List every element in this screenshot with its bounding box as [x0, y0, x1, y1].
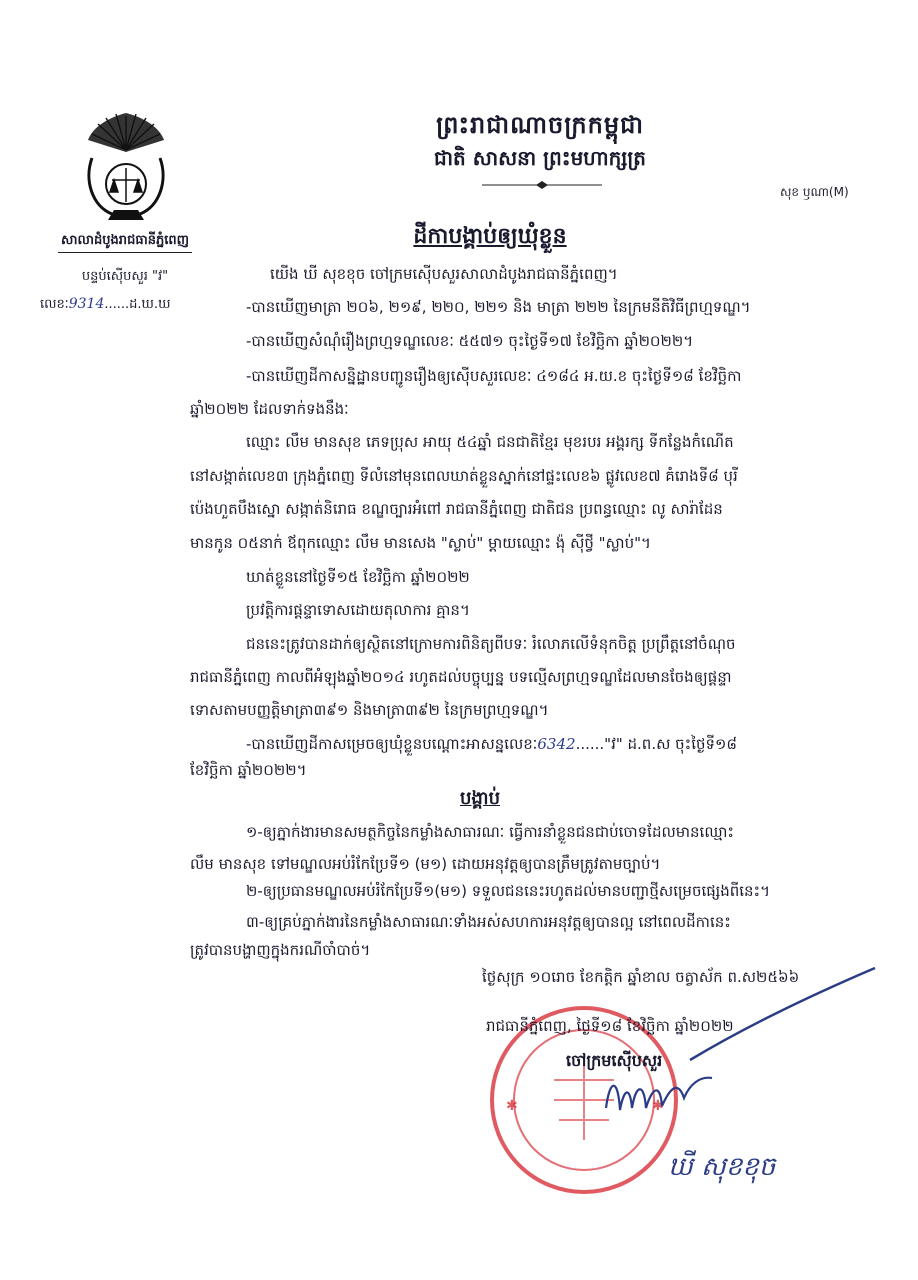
- national-motto: ជាតិ សាសនា ព្រះមហាក្សត្រ: [434, 146, 646, 170]
- body-line: ខែវិច្ឆិកា ឆ្នាំ២០២២។: [190, 761, 307, 779]
- detention-ref-label: -បានឃើញដីកាសម្រេចឲ្យឃុំខ្លួនបណ្តោះអាសន្នលេខៈ: [246, 735, 538, 753]
- form-code: សុខ ឫណា(M): [780, 185, 849, 199]
- order-line: លឹម មានសុខ ទៅមណ្ឌលអប់រំកែប្រែទី១ (ម១) ដោយអនុវត្តឲ្យបានត្រឹមត្រូវតាមច្បាប់។: [190, 855, 661, 873]
- body-line: -បានឃើញដីកាសន្និដ្ឋានបញ្ជូនរឿងឲ្យស៊ើបសួរលេខៈ ៤១៨៤ អ.យ.ខ ចុះថ្ងៃទី១៨ ខែវិច្ឆិកា: [246, 367, 742, 385]
- body-line: រាជធានីភ្នំពេញ កាលពីអំឡុងឆ្នាំ២០១៤ រហូតដល់បច្ចុប្បន្ន បទល្មើសព្រហ្មទណ្ឌដែលមានចែងឲ្យផ្តន្ទា: [190, 668, 732, 686]
- body-line: ទោសតាមបញ្ញត្តិមាត្រា៣៩១ និងមាត្រា៣៩២ នៃក្រមព្រហ្មទណ្ឌ។: [190, 701, 549, 719]
- court-reference: [40, 296, 220, 315]
- signer-name: ឃី សុខខុច: [668, 1152, 776, 1182]
- body-line: ប្រវត្តិការផ្តន្ទាទោសដោយតុលាការ គ្មាន។: [246, 601, 470, 619]
- body-line: មានកូន ០៥នាក់ ឪពុកឈ្មោះ លឹម មានសេង "ស្លាប់" ម្តាយឈ្មោះ ង៉ុ ស៊ីថ្វី "ស្លាប់"។: [190, 534, 651, 552]
- signature-stroke: [680, 960, 880, 1070]
- body-line: ឃាត់ខ្លួននៅថ្ងៃទី១៥ ខែវិច្ឆិកា ឆ្នាំ២០២២: [246, 568, 470, 586]
- body-line: ប៉េងហួតបឹងស្នោ សង្កាត់និរោធ ខណ្ឌច្បារអំពៅ រាជធានីភ្នំពេញ ជាតិជន ប្រពន្ធឈ្មោះ លូ សារ៉ាដែន: [190, 500, 723, 518]
- detention-ref-line: [246, 734, 737, 754]
- divider: [58, 252, 192, 253]
- signer-title: ចៅក្រមស៊ើបសួរ: [566, 1051, 663, 1070]
- court-office: បន្ទប់ស៊ើបសួរ "វ": [81, 269, 169, 284]
- body-line: -បានឃើញសំណុំរឿងព្រហ្មទណ្ឌលេខៈ ៥៥៧១ ចុះថ្ងៃទី១៧ ខែវិច្ឆិកា ឆ្នាំ២០២២។: [246, 332, 694, 350]
- body-line: -បានឃើញមាត្រា ២០៦, ២១៩, ២២០, ២២១ និង មាត្រា ២២២ នៃក្រមនីតិវិធីព្រហ្មទណ្ឌ។: [246, 298, 751, 316]
- ref-number: 9314: [68, 296, 105, 312]
- court-name: សាលាដំបូងរាជធានីភ្នំពេញ: [61, 233, 189, 248]
- svg-text:✱: ✱: [506, 1098, 518, 1114]
- order-line: ២-ឲ្យប្រធានមណ្ឌលអប់រំកែប្រែទី១(ម១) ទទួលជននេះរហូតដល់មានបញ្ជាថ្មីសម្រេចផ្សេងពីនេះ។: [246, 882, 771, 900]
- lunar-date: ថ្ងៃសុក្រ ១០រោច ខែកត្តិក ឆ្នាំខាល ចត្វាស័ក ព.ស២៥៦៦: [482, 968, 800, 986]
- body-line: ជននេះត្រូវបានដាក់ឲ្យស្ថិតនៅក្រោមការពិនិត្យពីបទៈ រំលោភលើទំនុកចិត្ត ប្រព្រឹត្តនៅចំណុច: [246, 635, 736, 653]
- kingdom-heading: ព្រះរាជាណាចក្រកម្ពុជា: [436, 111, 644, 139]
- body-line: ឈ្មោះ លឹម មានសុខ ភេទប្រុស អាយុ ៥៤ឆ្នាំ ជនជាតិខ្មែរ មុខរបរ អង្គរក្ស ទីកន្លែងកំណើត: [246, 433, 734, 451]
- svg-text:✱: ✱: [652, 1098, 664, 1114]
- body-line: យើង ឃី សុខខុច ចៅក្រមស៊ើបសួរសាលាដំបូងរាជធានីភ្នំពេញ។: [270, 265, 618, 283]
- detention-ref-suffix: ......"វ" ដ.ព.ស ចុះថ្ងៃទី១៨: [575, 735, 738, 753]
- document-title: ដីកាបង្គាប់ឲ្យឃុំខ្លួន: [413, 224, 567, 249]
- ref-suffix: ......ដ.ឃ.ឃ: [104, 297, 171, 312]
- court-emblem-icon: [78, 110, 174, 230]
- solar-date: រាជធានីភ្នំពេញ, ថ្ងៃទី១៨ ខែវិច្ឆិកា ឆ្នាំ២០២២: [486, 1017, 734, 1035]
- order-line: ១-ឲ្យភ្នាក់ងារមានសមត្ថកិច្ចនៃកម្លាំងសាធារណៈ ធ្វើការនាំខ្លួនជនជាប់ចោទដែលមានឈ្មោះ: [246, 823, 734, 841]
- order-line: ត្រូវបានបង្ហាញក្នុងករណីចាំបាច់។: [190, 941, 371, 959]
- detention-ref-number: 6342: [537, 735, 576, 753]
- ref-prefix: លេខៈ: [40, 297, 69, 312]
- handwritten-signature: [600, 1058, 720, 1128]
- order-line: ៣-ឲ្យគ្រប់ភ្នាក់ងារនៃកម្លាំងសាធារណៈទាំងអស់សហការអនុវត្តឲ្យបានល្អ នៅពេលដីកានេះ: [246, 913, 731, 931]
- orders-heading: បង្គាប់: [460, 788, 500, 809]
- body-line: នៅសង្កាត់លេខ៣ ក្រុងភ្នំពេញ ទីលំនៅមុនពេលឃាត់ខ្លួនស្នាក់នៅផ្ទះលេខ៦ ផ្លូវលេខ៧ គំរោងទី៨ បុរី: [190, 467, 738, 485]
- body-line: ឆ្នាំ២០២២ ដែលទាក់ទងនឹងៈ: [190, 400, 349, 418]
- ornament-divider: [482, 181, 602, 189]
